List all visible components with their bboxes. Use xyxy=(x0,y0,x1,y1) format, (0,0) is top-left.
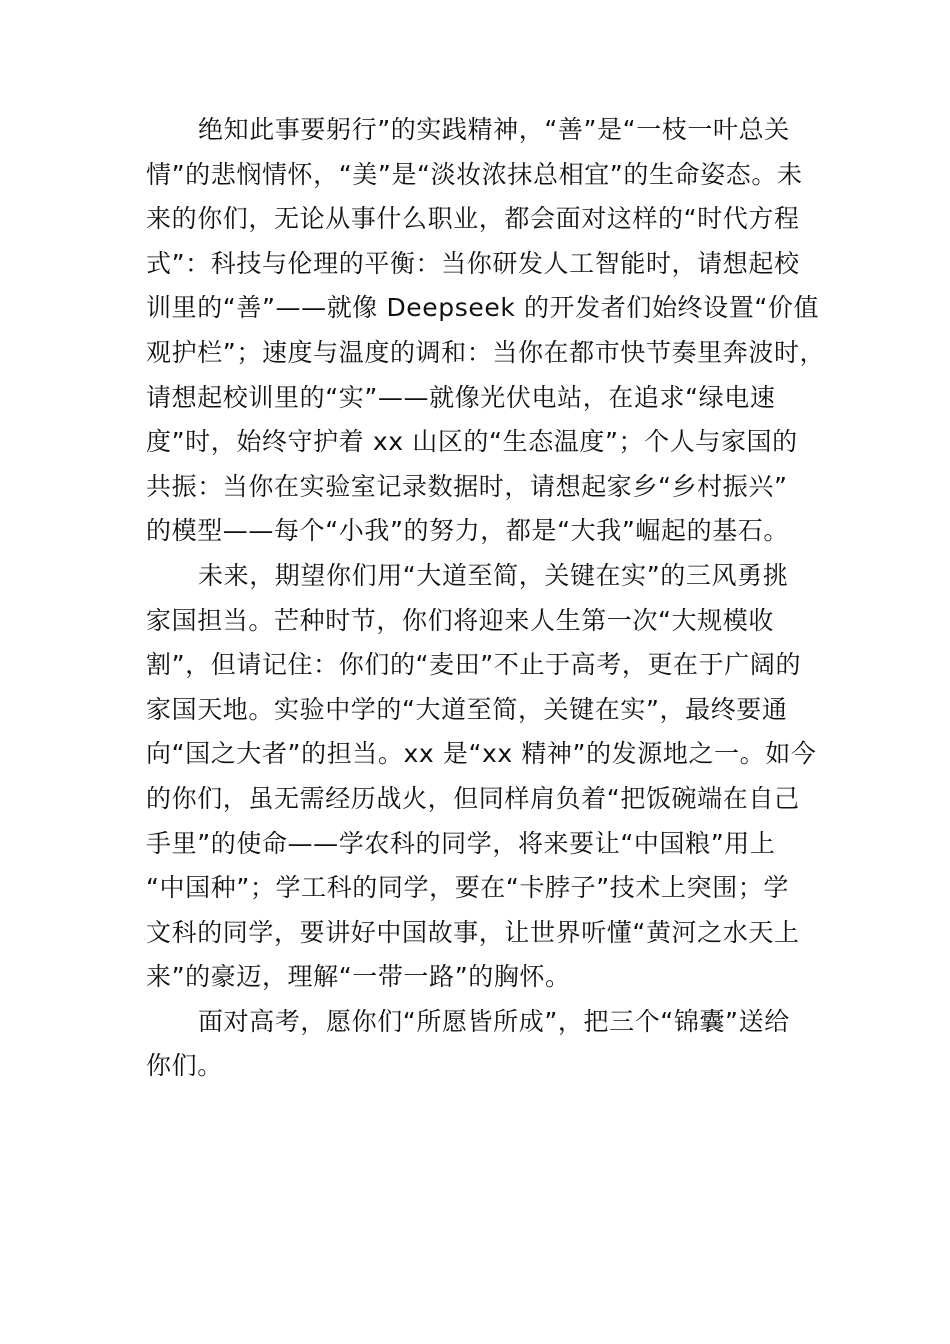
text-line: “中国种”；学工科的同学，要在“卡脖子”技术上突围；学 xyxy=(146,873,790,903)
text-line: 来的你们，无论从事什么职业，都会面对这样的“时代方程 xyxy=(146,204,800,234)
text-line: 情”的悲悯情怀，“美”是“淡妆浓抹总相宜”的生命姿态。未 xyxy=(146,159,803,189)
text-line: 绝知此事要躬行”的实践精神，“善”是“一枝一叶总关 xyxy=(198,115,790,144)
text-line: 家国天地。实验中学的“大道至简，关键在实”，最终要通 xyxy=(146,694,788,724)
text-line: 来”的豪迈，理解“一带一路”的胸怀。 xyxy=(146,962,571,992)
text-line: 共振：当你在实验室记录数据时，请想起家乡“乡村振兴” xyxy=(146,471,788,501)
text-line: 文科的同学，要讲好中国故事，让世界听懂“黄河之水天上 xyxy=(146,917,800,947)
text-line: 你们。 xyxy=(146,1051,223,1081)
text-line: 割”，但请记住：你们的“麦田”不止于高考，更在于广阔的 xyxy=(146,650,802,680)
body-text xyxy=(146,108,826,1089)
text-line: 训里的“善”——就像 Deepseek 的开发者们始终设置“价值 xyxy=(146,293,820,323)
text-line: 式”：科技与伦理的平衡：当你研发人工智能时，请想起校 xyxy=(146,248,800,278)
text-line: 家国担当。芒种时节，你们将迎来人生第一次“大规模收 xyxy=(146,605,774,635)
text-line: 的你们，虽无需经历战火，但同样肩负着“把饭碗端在自己 xyxy=(146,783,800,813)
text-line: 的模型——每个“小我”的努力，都是“大我”崛起的基石。 xyxy=(146,516,790,546)
text-line: 手里”的使命——学农科的同学，将来要让“中国粮”用上 xyxy=(146,828,776,858)
text-line: 请想起校训里的“实”——就像光伏电站，在追求“绿电速 xyxy=(146,382,776,412)
text-line: 观护栏”；速度与温度的调和：当你在都市快节奏里奔波时， xyxy=(146,337,826,367)
text-line: 向“国之大者”的担当。xx 是“xx 精神”的发源地之一。如今 xyxy=(146,739,817,769)
text-line: 未来，期望你们用“大道至简，关键在实”的三风勇挑 xyxy=(198,560,789,590)
text-line: 面对高考，愿你们“所愿皆所成”，把三个“锦囊”送给 xyxy=(198,1006,790,1036)
text-line: 度”时，始终守护着 xx 山区的“生态温度”；个人与家国的 xyxy=(146,427,798,457)
